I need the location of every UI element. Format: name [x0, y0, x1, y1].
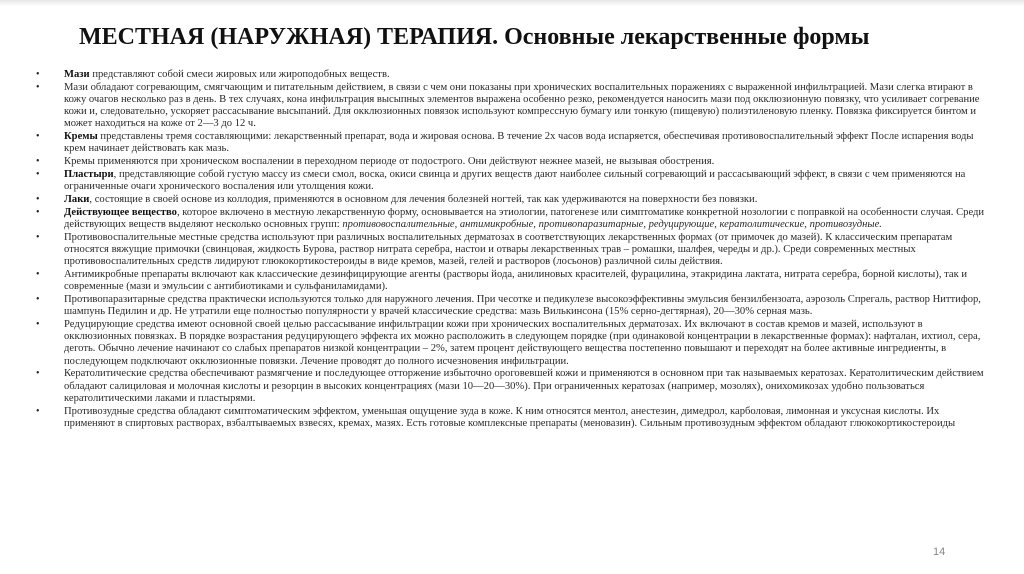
- bullet-text: представляют собой смеси жировых или жироподобных веществ.: [89, 69, 390, 80]
- bullet-text: , состоящие в своей основе из коллодия, применяются в основном для лечения болезней ногтей, так как удерживаются на поверхности без повязки.: [89, 194, 758, 205]
- bullet-term: Пластыри: [64, 169, 114, 180]
- bullet-text: Противопаразитарные средства практически используются только для наружного лечения. При чесотке и педикулезе высокоэффективны эмульсия бензилбензоата, аэрозоль Спрегаль, раствор Ниттифор, шампунь Педилин и др. Не утратили еще полностью популярности у врачей классические средства: мазь Вилькинсона (15% серно-дегтярная), 20—30% серная мазь.: [64, 294, 981, 318]
- bullet-item: [36, 131, 986, 155]
- slide-title: МЕСТНАЯ (НАРУЖНАЯ) ТЕРАПИЯ. Основные лекарственные формы: [79, 24, 870, 50]
- bullet-dot-icon: •: [36, 294, 40, 305]
- bullet-dot-icon: •: [36, 169, 40, 180]
- bullet-item: [36, 207, 986, 231]
- bullet-dot-icon: •: [36, 156, 40, 168]
- bullet-dot-icon: •: [36, 368, 40, 380]
- bullet-term: Кремы: [64, 131, 98, 143]
- bullet-item: [36, 194, 986, 206]
- bullet-dot-icon: •: [36, 206, 40, 218]
- bullet-item: [36, 232, 986, 269]
- bullet-item: [36, 156, 986, 168]
- bullet-term: Лаки: [64, 194, 90, 205]
- bullet-text: представлены тремя составляющими: лекарственный препарат, вода и жировая основа. В течение 2х часов вода испаряется, обеспечивая противовоспалительный эффект После испарения воды крем начинает действовать как мазь.: [64, 131, 974, 155]
- bullet-item: [36, 368, 986, 405]
- bullet-item: [36, 269, 986, 293]
- bullet-text: Мази обладают согревающим, смягчающим и питательным действием, в связи с чем они показаны при хронических воспалительных поражениях с выраженной инфильтрацией. Мази слегка втирают в кожу очагов несколько раз в день. В тех случаях, кона инфильтрация высыпных элементов выражена особенно резко, рекомендуется наносить мази под окклюзионную повязку, что усиливает согревание кожи и, следовательно, ускоряет рассасывание высыпаний. Для окклюзионных повязок используют компрессную бумагу или тонкую (пищевую) полиэтиленовую пленку. Повязка фиксируется бинтом и может находиться на коже от 2—3 до 12 ч.: [64, 81, 980, 130]
- bullet-item: [36, 82, 986, 131]
- bullet-dot-icon: •: [36, 131, 40, 143]
- bullet-item: [36, 319, 986, 368]
- bullet-dot-icon: •: [36, 319, 40, 330]
- bullet-dot-icon: •: [36, 405, 40, 417]
- bullet-text: Кератолитические средства обеспечивают размягчение и последующее отторжение избыточно ороговевшей кожи и применяются в основном при так называемых кератозах. Кератолитическим действием обладают салициловая и молочная кислоты и резорцин в высоких концентрациях (мази 10—20—30%). При ограниченных кератозах (например, мозолях), онихомикозах удобно пользоваться кератолитическими лаками и пластырями.: [64, 368, 984, 404]
- bullet-text: Антимикробные препараты включают как классические дезинфицирующие агенты (растворы йода, анилиновых красителей, фурацилина, этакридина лактата, нитрата серебра, борной кислоты), так и современные (мази и эмульсии с антибиотиками и сульфаниламидами).: [64, 269, 968, 293]
- bullet-item: [36, 294, 986, 318]
- bullet-text: Кремы применяются при хроническом воспалении в переходном периоде от подострого. Они действуют нежнее мазей, не вызывая обострения.: [64, 156, 715, 168]
- bullet-dot-icon: •: [36, 269, 40, 280]
- bullet-dot-icon: •: [36, 69, 40, 80]
- bullet-italic-text: противовоспалительные, антимикробные, противопаразитарные, редуцирующие, кератолитические, противозудные.: [342, 219, 882, 230]
- bullet-item: [36, 169, 986, 193]
- bullet-term: Мази: [64, 69, 90, 80]
- bullet-list: [36, 69, 986, 430]
- bullet-item: [36, 69, 986, 81]
- slide-top-border: [0, 0, 1024, 6]
- bullet-content: [36, 69, 986, 431]
- bullet-text: , которое включено в местную лекарственную форму, основывается на этиологии, патогенезе или симптоматике конкретной нозологии с поправкой на особенности случая. Среди действующих веществ выделяют несколько основных групп:: [64, 206, 985, 230]
- bullet-term: Действующее вещество: [64, 206, 177, 218]
- bullet-text: , представляющие собой густую массу из смеси смол, воска, окиси свинца и других веществ дают наиболее сильный согревающий и рассасывающий эффект, в связи с чем применяются на ограниченные очаги хронического воспаления или утолщения кожи.: [64, 169, 966, 193]
- bullet-dot-icon: •: [36, 194, 40, 205]
- bullet-text: Противовоспалительные местные средства используют при различных воспалительных дерматозах в соответствующих лекарственных формах (от примочек до мазей). К классическим препаратам относятся вяжущие примочки (свинцовая, жидкость Бурова, раствор нитрата серебра, настои и отвары лекарственных трав – ромашки, шалфея, череды и др.). Среди современных местных противовоспалительных средств лидируют глюкокортикостероиды в виде кремов, мазей, гелей и растворов (лосьонов) различной силы действия.: [64, 231, 953, 268]
- bullet-item: [36, 406, 986, 430]
- bullet-text: Противозудные средства обладают симптоматическим эффектом, уменьшая ощущение зуда в коже. К ним относятся ментол, анестезин, димедрол, карболовая, лимонная и уксусная кислоты. Их применяют в спиртовых растворах, взбалтываемых взвесях, кремах, мазях. Есть готовые комплексные препараты (меновазин). Сильным противозудным эффектом обладают глюкокортикостероиды: [64, 405, 956, 429]
- page-number: 14: [933, 546, 946, 558]
- bullet-dot-icon: •: [36, 231, 40, 243]
- bullet-dot-icon: •: [36, 81, 40, 93]
- bullet-text: Редуцирующие средства имеют основной своей целью рассасывание инфильтрации кожи при хронических воспалительных дерматозах. Их включают в состав кремов и мазей, используют в окклюзионных повязках. В порядке возрастания редуцирующего эффекта их можно расположить в следующем порядке (при одинаковой концентрации в лекарственные формах): нафталан, ихтиол, сера, деготь. Обычно лечение начинают со слабых препаратов низкой концентрации – 2%, затем процент действующего вещества постепенно повышают и переходят на более активные ингредиенты, в последующем подключают окклюзионные повязки. Лечение проводят до полного исчезновения инфильтрации.: [64, 319, 981, 367]
